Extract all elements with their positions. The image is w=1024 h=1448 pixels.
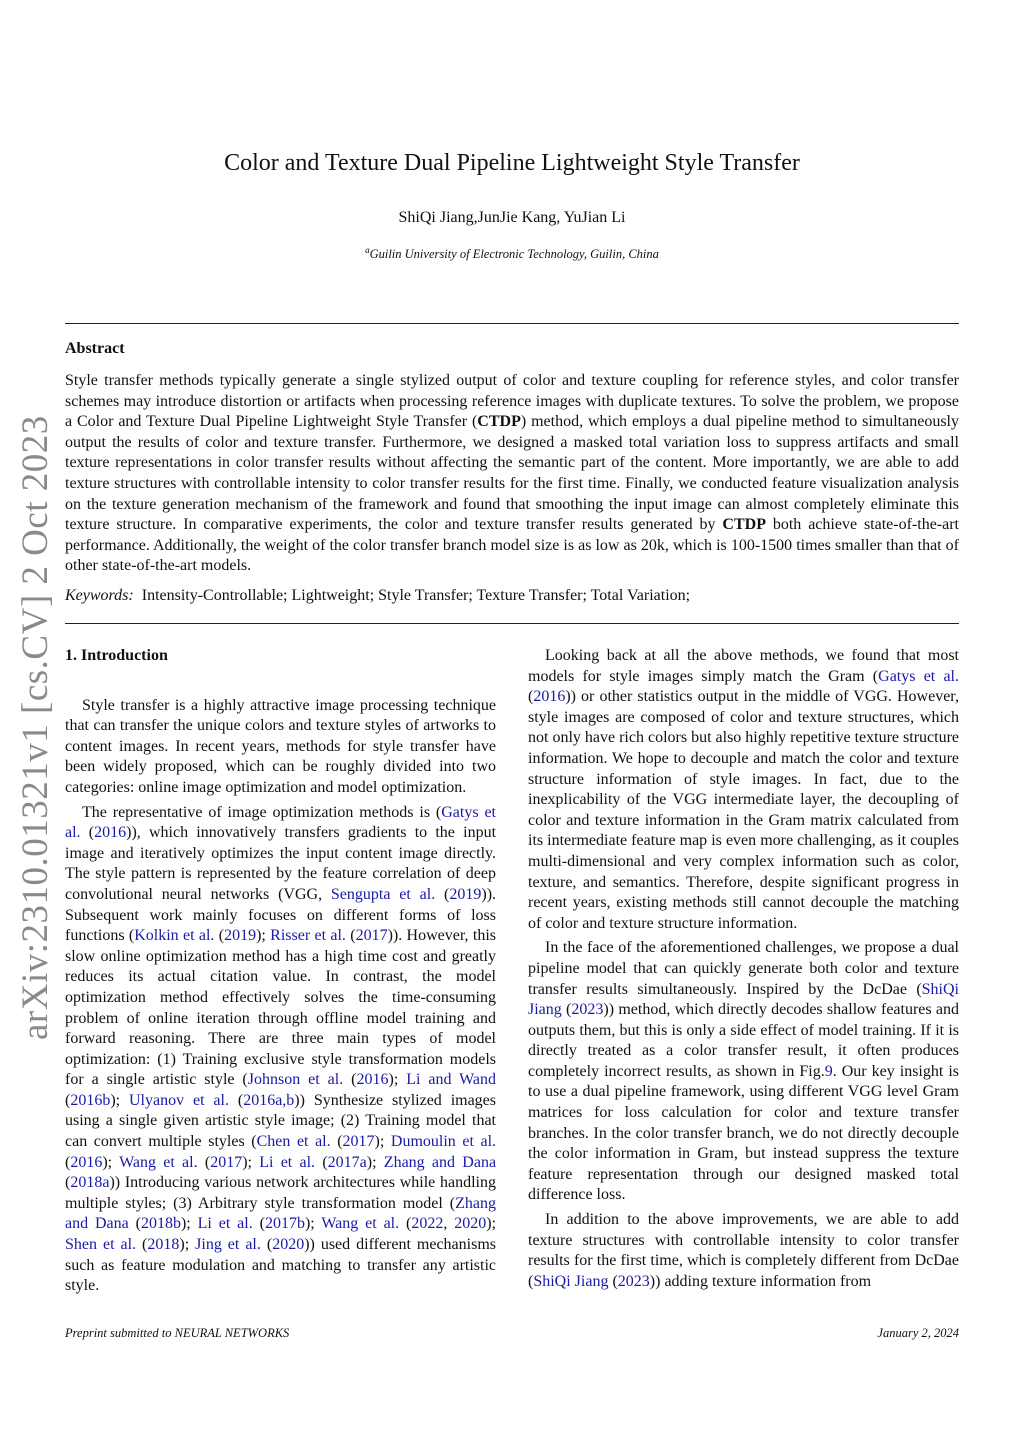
arxiv-identifier-stamp[interactable]: arXiv:2310.01321v1 [cs.CV] 2 Oct 2023 xyxy=(15,415,56,1040)
citation-link[interactable]: Li et al. xyxy=(259,1153,316,1171)
body-paragraph xyxy=(528,1210,959,1292)
citation-link[interactable]: Sengupta et al. xyxy=(330,885,436,903)
citation-link[interactable]: 2023 xyxy=(617,1272,650,1290)
text-run: )) used different mechanisms such as feature modulation and matching to transfer any artistic style. xyxy=(65,1236,497,1295)
body-paragraph xyxy=(528,646,959,934)
text-run: ( xyxy=(528,688,534,706)
text-run: both achieve state-of-the-art performance. Additionally, the weight of the color transfer branch model size is as low as 20k, which is 100-1500 times smaller than that of other state-of-the-art models. xyxy=(65,516,960,575)
citation-link[interactable]: Wang et al. xyxy=(119,1153,198,1171)
text-run: ( xyxy=(197,1153,211,1171)
top-divider xyxy=(65,323,959,324)
text-run: ( xyxy=(608,1272,618,1290)
keywords-list: Intensity-Controllable; Lightweight; Style Transfer; Texture Transfer; Total Variation; xyxy=(141,587,691,604)
text-run: )) or other statistics output in the middle of VGG. However, style images are composed of color and texture structures, which not only have rich colors but also highly repetitive texture structure information. We hope to decouple and match the color and texture structure information of style images. In fact, due to the inexplicability of the VGG intermediate layer, the decoupling of color and texture information in the Gram matrix calculated from its intermediate feature map is even more challenging, as it couples multi-dimensional and very complex information such as color, texture, and semantics. Therefore, despite significant progress in recent years, existing methods still cannot decouple the matching of color and texture structure information. xyxy=(528,688,959,932)
citation-link[interactable]: ShiQi Jiang xyxy=(528,980,959,1019)
citation-link[interactable]: 9 xyxy=(824,1062,833,1080)
citation-link[interactable]: Zhang and Dana xyxy=(383,1153,497,1171)
keywords xyxy=(65,587,959,605)
text-run: ( xyxy=(214,927,225,945)
citation-link[interactable]: Johnson et al. xyxy=(247,1071,344,1089)
text-run: In addition to the above improvements, we are able to add texture structures with controllable intensity to color transfer results for the first time, which is completely different from DcDae ( xyxy=(528,1211,959,1290)
citation-link[interactable]: 2019 xyxy=(449,885,482,903)
body-paragraph xyxy=(528,938,959,1206)
footer-date: January 2, 2024 xyxy=(877,1326,959,1340)
bold-text: CTDP xyxy=(722,516,766,534)
author-list: ShiQi Jiang,JunJie Kang, YuJian Li xyxy=(398,209,626,226)
right-column xyxy=(528,646,959,1296)
text-run: )) Synthesize stylized images using a single given artistic style image; (2) Training model that can convert multiple styles ( xyxy=(65,1091,497,1151)
body-paragraph xyxy=(65,696,496,799)
text-run: )). Subsequent work mainly focuses on different forms of loss functions ( xyxy=(65,885,497,945)
footer-journal: Preprint submitted to NEURAL NETWORKS xyxy=(65,1326,290,1340)
paper-title: Color and Texture Dual Pipeline Lightweight Style Transfer xyxy=(224,150,800,176)
citation-link[interactable]: 2016a,b xyxy=(243,1091,295,1109)
text-run: ); xyxy=(180,1215,198,1233)
citation-link[interactable]: Zhang and Dana xyxy=(65,1194,496,1233)
text-run: ( xyxy=(399,1215,412,1233)
text-run: ( xyxy=(65,1153,71,1171)
abstract-text xyxy=(65,371,959,577)
text-run: ); xyxy=(374,1133,391,1151)
text-run: ); xyxy=(366,1153,384,1171)
citation-link[interactable]: Shen et al. xyxy=(65,1236,137,1254)
text-run: ( xyxy=(228,1091,244,1109)
text-run: ( xyxy=(65,1091,71,1109)
text-run: ); xyxy=(110,1091,129,1109)
citation-link[interactable]: 2020 xyxy=(454,1215,487,1233)
text-run: Looking back at all the above methods, we found that most models for style images simply match the Gram ( xyxy=(528,647,959,685)
citation-link[interactable]: 2023 xyxy=(571,1001,604,1019)
citation-link[interactable]: 2018b xyxy=(140,1215,181,1233)
citation-link[interactable]: 2016 xyxy=(70,1153,103,1171)
citation-link[interactable]: Gatys et al. xyxy=(878,667,960,685)
body-paragraph xyxy=(65,803,496,1297)
text-run: ( xyxy=(136,1236,148,1254)
text-run: ); xyxy=(256,927,271,945)
citation-link[interactable]: 2017 xyxy=(355,927,388,945)
text-run: ); xyxy=(242,1153,260,1171)
citation-link[interactable]: Li et al. xyxy=(197,1215,253,1233)
text-run: ); xyxy=(388,1071,407,1089)
citation-link[interactable]: Wang et al. xyxy=(321,1215,400,1233)
text-run: )). However, this slow online optimization method has a high time cost and greatly reduces its actual citation value. In contrast, the model optimization method effectively solves the time-consuming problem of online iteration through offline model training and forward reasoning. There are three main types of model optimization: (1) Training exclusive style transformation models for a single artistic style ( xyxy=(65,927,497,1089)
text-run: ); xyxy=(304,1215,322,1233)
affiliation-text: Guilin University of Electronic Technology, Guilin, China xyxy=(369,247,659,262)
citation-link[interactable]: 2017 xyxy=(210,1153,243,1171)
text-run: ); xyxy=(486,1215,497,1233)
citation-link[interactable]: Dumoulin et al. xyxy=(390,1133,497,1151)
citation-link[interactable]: Kolkin et al. xyxy=(134,927,215,945)
citation-link[interactable]: 2018 xyxy=(147,1236,180,1254)
keywords-label: Keywords: xyxy=(65,587,134,604)
text-run: In the face of the aforementioned challenges, we propose a dual pipeline model that can quickly generate both color and texture transfer results simultaneously. Inspired by the DcDae ( xyxy=(528,939,959,998)
citation-link[interactable]: 2018a xyxy=(70,1174,110,1192)
text-run: ( xyxy=(315,1153,328,1171)
text-run: , xyxy=(443,1215,455,1233)
citation-link[interactable]: 2022 xyxy=(411,1215,444,1233)
bold-text: CTDP xyxy=(477,413,521,431)
citation-link[interactable]: Risser et al. xyxy=(270,927,346,945)
citation-link[interactable]: Chen et al. xyxy=(256,1133,331,1151)
text-run: )) adding texture information from xyxy=(649,1272,872,1290)
text-run: Style transfer is a highly attractive image processing technique that can transfer the unique colors and texture styles of artworks to content images. In recent years, methods for style transfer have been widely proposed, which can be roughly divided into two categories: online image optimization and model optimization. xyxy=(65,696,496,796)
citation-link[interactable]: Jing et al. xyxy=(195,1236,261,1254)
abstract-heading: Abstract xyxy=(65,340,125,357)
affiliation xyxy=(0,245,1024,262)
citation-link[interactable]: Ulyanov et al. xyxy=(129,1091,229,1109)
text-run: ( xyxy=(330,1133,343,1151)
left-column xyxy=(65,646,496,1301)
citation-link[interactable]: ShiQi Jiang xyxy=(533,1272,609,1290)
text-run: ( xyxy=(260,1236,273,1254)
citation-link[interactable]: 2020 xyxy=(272,1236,305,1254)
citation-link[interactable]: 2016 xyxy=(356,1071,389,1089)
text-run: ( xyxy=(252,1215,265,1233)
text-run: ( xyxy=(65,1174,71,1192)
citation-link[interactable]: 2016b xyxy=(70,1091,111,1109)
affiliation-mark: a xyxy=(365,245,370,255)
text-run: )) Introducing various network architectures while handling multiple styles; (3) Arbitrary style transformation model ( xyxy=(65,1174,496,1212)
text-run: ) method, which employs a dual pipeline method to simultaneously output the results of color and texture transfer. Furthermore, we designed a masked total variation loss to suppress artifacts and small texture representations in color transfer results without affecting the semantic part of the content. More importantly, we are able to add texture structures with controllable intensity to color transfer results for the first time. Finally, we conducted feature visualization analysis on the texture generation mechanism of the framework and found that smoothing the input image can almost completely eliminate this texture structure. In comparative experiments, the color and texture transfer results generated by xyxy=(65,413,960,534)
text-run: The representative of image optimization methods is ( xyxy=(82,803,442,821)
text-run: ( xyxy=(345,927,356,945)
citation-link[interactable]: Gatys et al. xyxy=(65,803,496,842)
text-run: ( xyxy=(561,1001,572,1019)
citation-link[interactable]: 2017b xyxy=(264,1215,305,1233)
text-run: ( xyxy=(435,885,450,903)
abstract-divider xyxy=(65,623,959,624)
citation-link[interactable]: 2017a xyxy=(327,1153,367,1171)
citation-link[interactable]: 2019 xyxy=(224,927,257,945)
text-run: )) method, which directly decodes shallow features and outputs them, but this is only a side effect of model training. If it is directly treated as a color transfer result, it often produces completely incorrect results, as shown in Fig. xyxy=(528,1001,960,1080)
text-run: ( xyxy=(128,1215,141,1233)
section-heading-introduction: 1. Introduction xyxy=(65,647,168,664)
text-run: ); xyxy=(102,1153,120,1171)
text-run: )), which innovatively transfers gradients to the input image and iteratively optimizes the input content image directly. The style pattern is represented by the feature correlation of deep convolutional neural networks (VGG, xyxy=(65,824,497,903)
citation-link[interactable]: Li and Wand xyxy=(406,1071,497,1089)
text-run: ( xyxy=(343,1071,357,1089)
text-run: ( xyxy=(80,824,95,842)
citation-link[interactable]: 2016 xyxy=(533,688,566,706)
text-run: ); xyxy=(179,1236,196,1254)
text-run: . Our key insight is to use a dual pipeline framework, using different VGG level Gram matrices for loss calculation for color and texture transfer branches. In the color transfer branch, we do not directly decouple the color information in Gram, but instead suppress the texture feature representation through our designed masked total difference loss. xyxy=(528,1062,960,1204)
citation-link[interactable]: 2017 xyxy=(342,1133,375,1151)
citation-link[interactable]: 2016 xyxy=(94,824,127,842)
text-run: Style transfer methods typically generate a single stylized output of color and texture coupling for reference styles, and color transfer schemes may introduce distortion or artifacts when processing reference images with duplicate textures. To solve the problem, we propose a Color and Texture Dual Pipeline Lightweight Style Transfer ( xyxy=(65,372,959,431)
